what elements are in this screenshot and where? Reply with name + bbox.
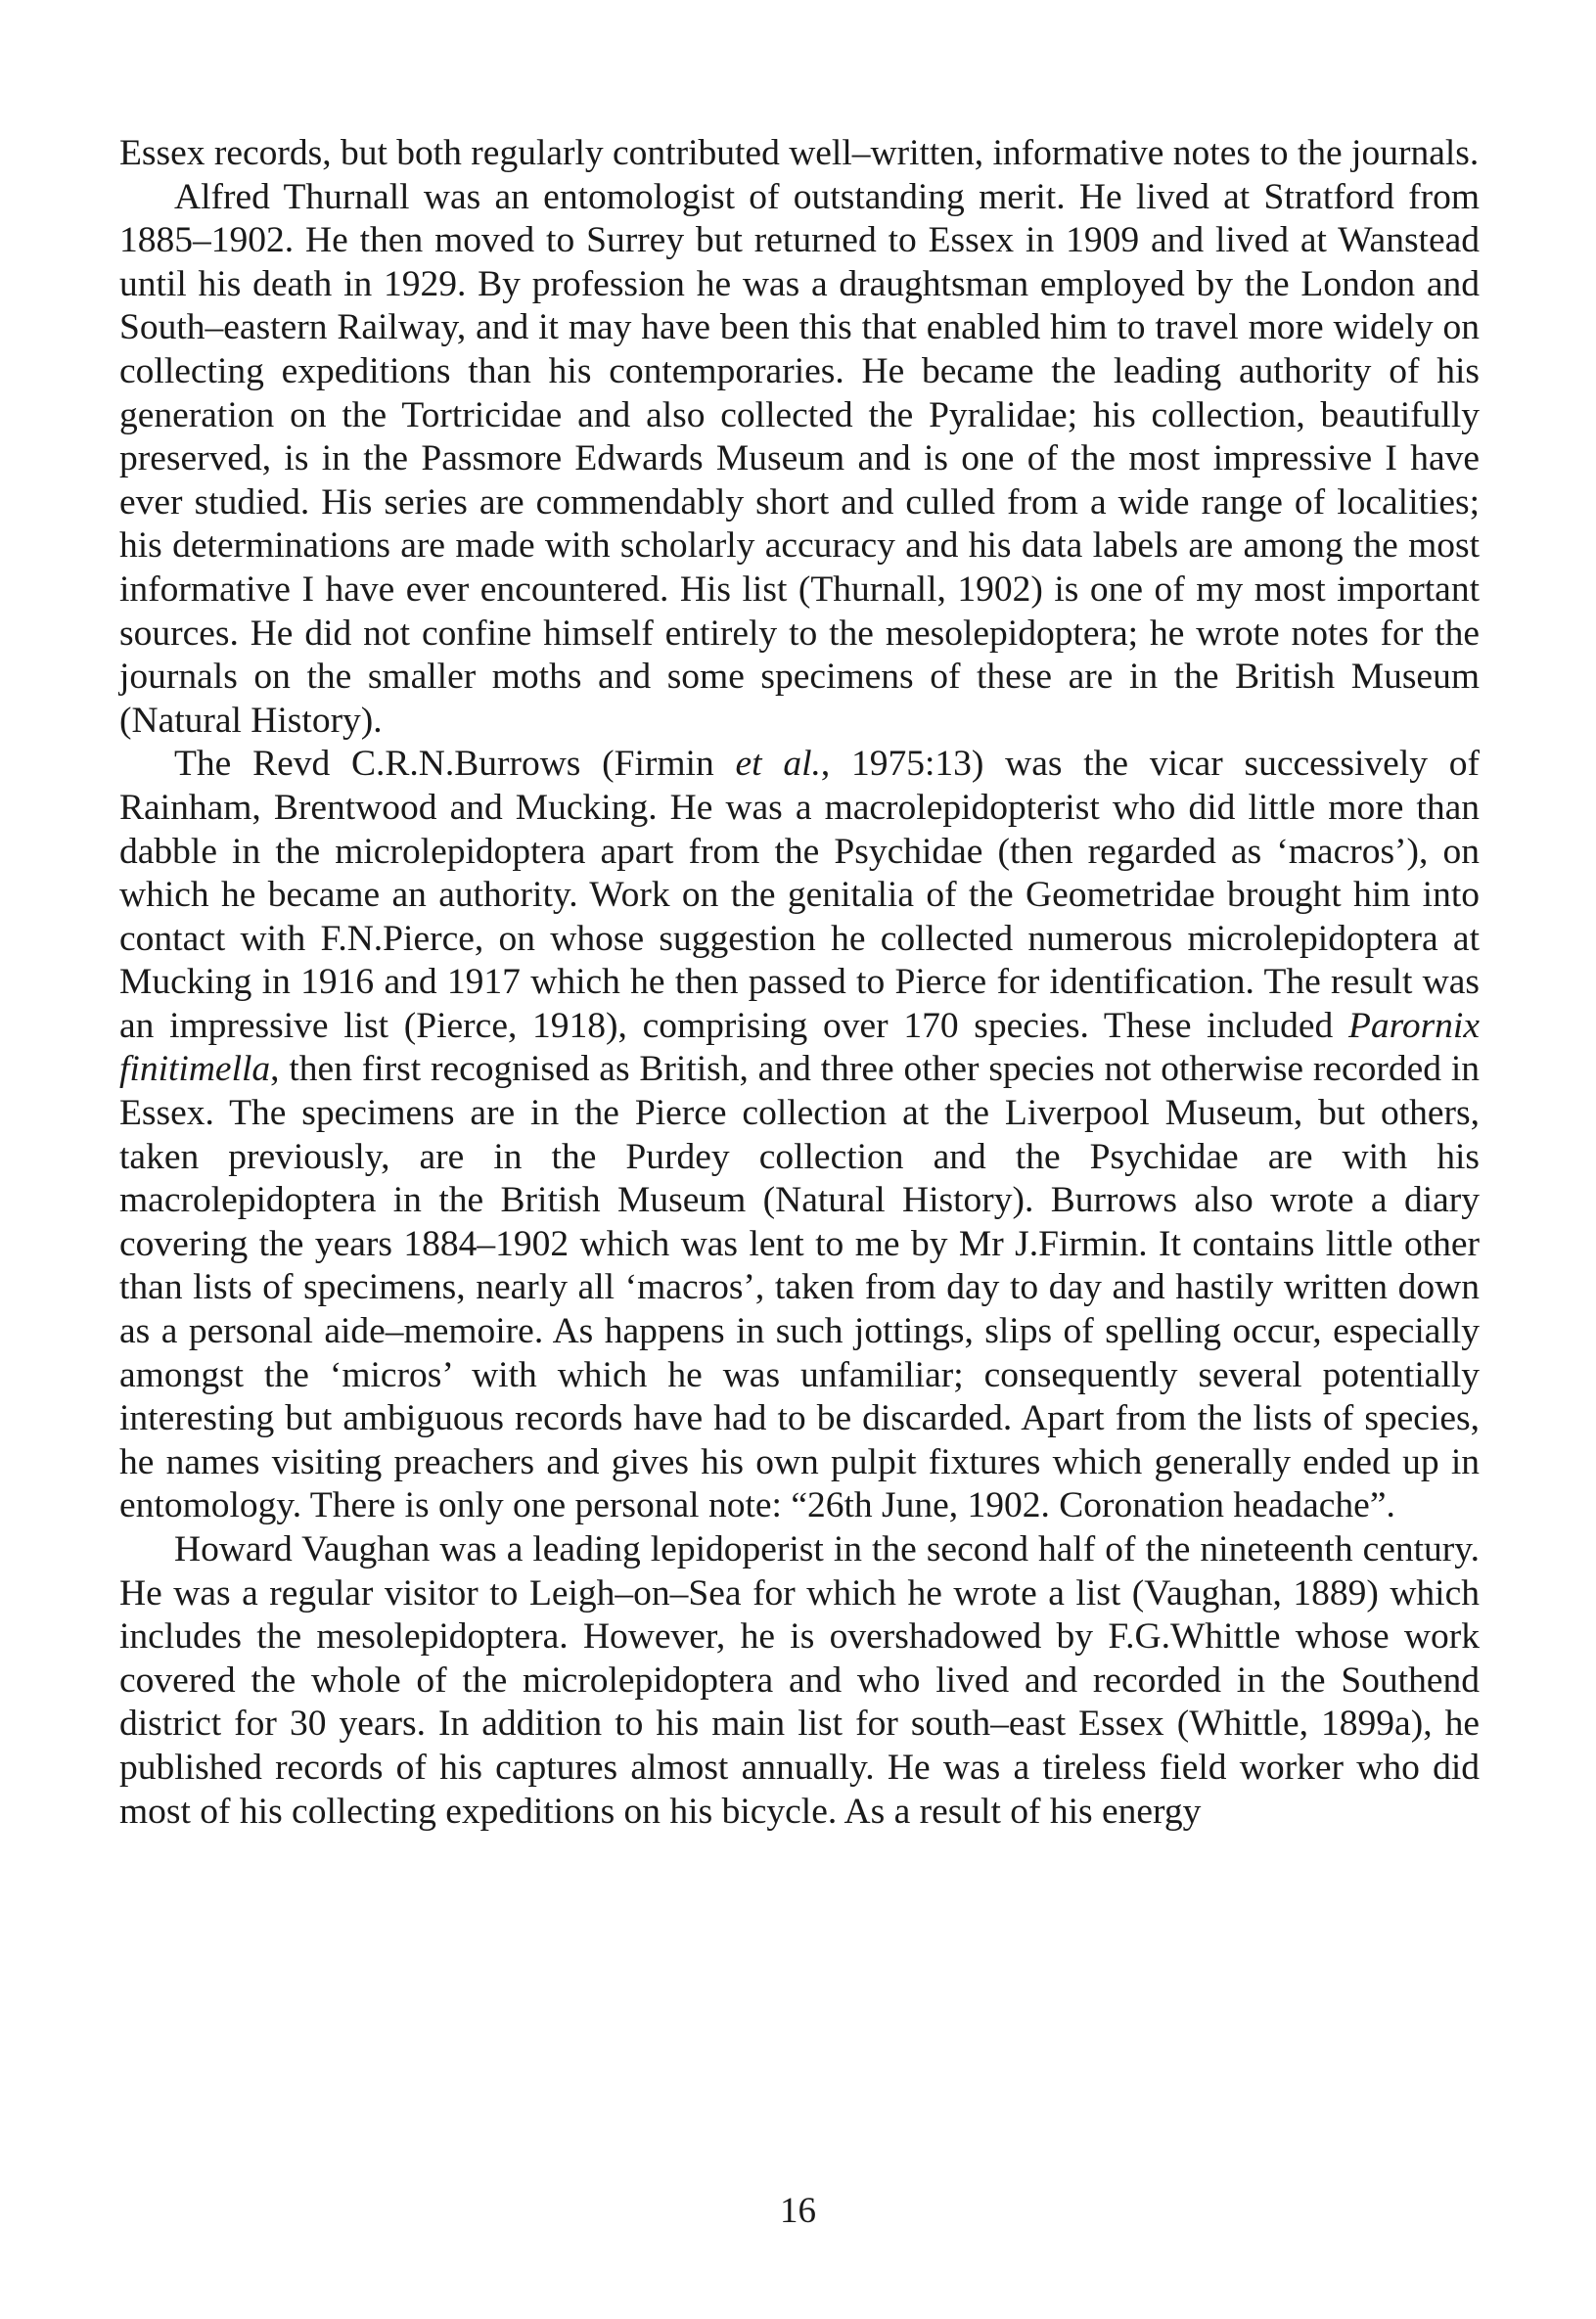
page-body [119,132,1480,1834]
text-run: The Revd C.R.N.Burrows (Firmin [174,744,736,785]
paragraph [119,132,1480,176]
paragraph [119,176,1480,744]
italic-text-run: Parornix finitimella [119,1005,1480,1090]
text-run: , 1975:13) was the vicar successively of Rainham, Brentwood and Mucking. He was a macrolepidopterist who did little more than dabble in the microlepidoptera apart from the Psychidae (then regarded as ‘macros’), on which he became an authority. Work on the genitalia of the Geometridae brought him into contact with F.N.Pierce, on whose suggestion he collected numerous microlepidoptera at Mucking in 1916 and 1917 which he then passed to Pierce for identification. The result was an impressive list (Pierce, 1918), comprising over 170 species. These included [119,744,1480,1046]
italic-text-run: et al. [735,744,821,785]
paragraph [119,743,1480,1528]
text-run: Essex records, but both regularly contributed well–written, informative notes to the journals. [119,133,1480,173]
text-run: Howard Vaughan was a leading lepidoperist in the second half of the nineteenth century. He was a regular visitor to Leigh–on–Sea for which he wrote a list (Vaughan, 1889) which includes the mesolepidoptera. However, he is overshadowed by F.G.Whittle whose work covered the whole of the microlepidoptera and who lived and recorded in the Southend district for 30 years. In addition to his main list for south–east Essex (Whittle, 1899a), he published records of his captures almost annually. He was a tireless field worker who did most of his collecting expeditions on his bicycle. As a result of his energy [119,1529,1480,1832]
text-run: Alfred Thurnall was an entomologist of outstanding merit. He lived at Stratford from 1885–1902. He then moved to Surrey but returned to Essex in 1909 and lived at Wanstead until his death in 1929. By profession he was a draughtsman employed by the London and South–eastern Railway, and it may have been this that enabled him to travel more widely on collecting expeditions than his contemporaries. He became the leading authority of his generation on the Tortricidae and also collected the Pyralidae; his collection, beautifully preserved, is in the Passmore Edwards Museum and is one of the most impressive I have ever studied. His series are commendably short and culled from a wide range of localities; his determinations are made with scholarly accuracy and his data labels are among the most informative I have ever encountered. His list (Thurnall, 1902) is one of my most important sources. He did not confine himself entirely to the mesolepidoptera; he wrote notes for the journals on the smaller moths and some specimens of these are in the British Museum (Natural History). [119,176,1480,741]
text-run: , then first recognised as British, and three other species not otherwise recorded in Essex. The specimens are in the Pierce collection at the Liverpool Museum, but others, taken previously, are in the Purdey collection and the Psychidae are with his macrolepidoptera in the British Museum (Natural History). Burrows also wrote a diary covering the years 1884–1902 which was lent to me by Mr J.Firmin. It contains little other than lists of specimens, nearly all ‘macros’, taken from day to day and hastily written down as a personal aide–memoire. As happens in such jottings, slips of spelling occur, especially amongst the ‘micros’ with which he was unfamiliar; consequently several potentially interesting but ambiguous records have had to be discarded. Apart from the lists of species, he names visiting preachers and gives his own pulpit fixtures which generally ended up in entomology. There is only one personal note: “26th June, 1902. Coronation headache”. [119,1049,1480,1526]
page-number: 16 [780,2191,816,2231]
paragraph [119,1528,1480,1834]
